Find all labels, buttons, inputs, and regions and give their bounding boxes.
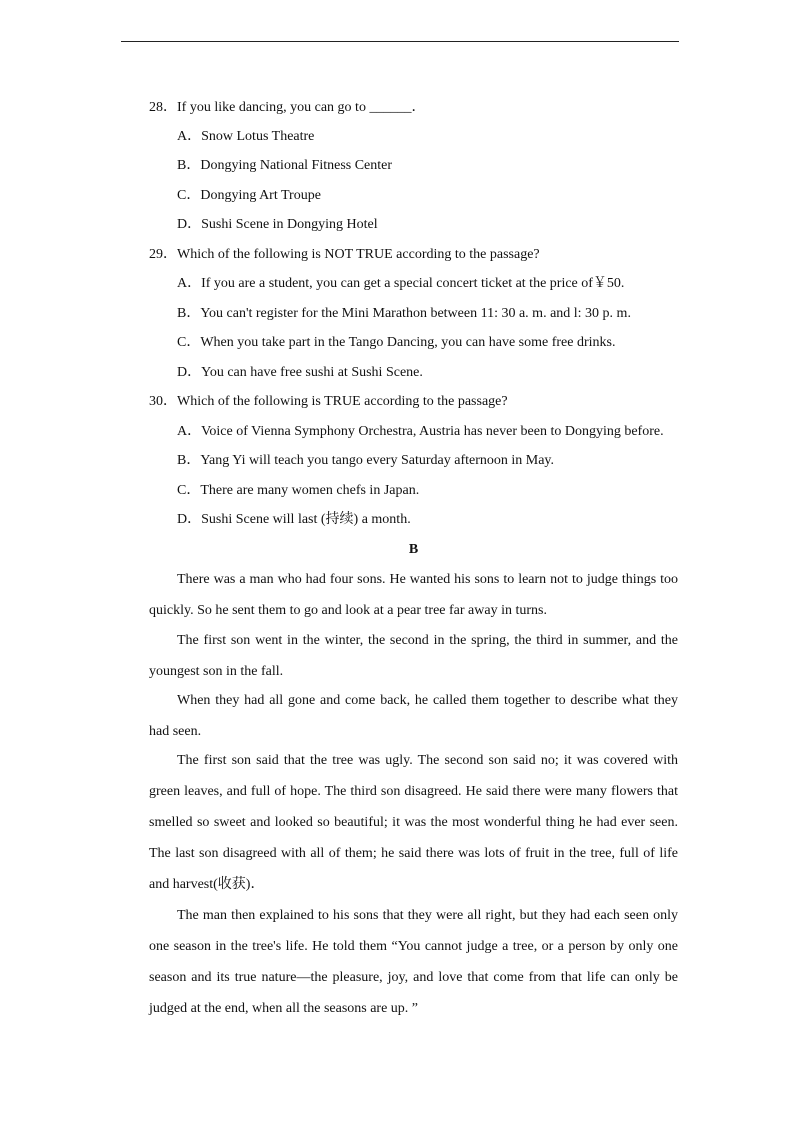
header-rule (121, 41, 679, 42)
question-28-option-c: C．Dongying Art Troupe (177, 188, 321, 203)
passage-paragraph-4: The first son said that the tree was ugly. The second son said no; it was covered with green leaves, and full of hope. The third son disagreed. He said there were many flowers that smelled so sweet and looked so beautiful; it was the most wonderful thing he had ever seen. The last son disagreed with all of them; he said there was lots of fruit in the tree, full of life and harvest(收获)． (149, 753, 678, 892)
question-29-option-d: D．You can have free sushi at Sushi Scene. (177, 365, 423, 380)
question-30-option-a: A．Voice of Vienna Symphony Orchestra, Austria has never been to Dongying before. (177, 424, 664, 439)
question-30-option-b: B．Yang Yi will teach you tango every Saturday afternoon in May. (177, 453, 555, 468)
question-28-stem: 28．If you like dancing, you can go to ______． (149, 100, 426, 115)
question-29-option-a: A．If you are a student, you can get a special concert ticket at the price of￥50. (177, 276, 625, 291)
question-29-option-c: C．When you take part in the Tango Dancing, you can have some free drinks. (177, 335, 616, 350)
section-heading: B (408, 542, 419, 557)
question-29-stem: 29．Which of the following is NOT TRUE according to the passage? (149, 247, 540, 262)
question-30-stem: 30．Which of the following is TRUE according to the passage? (149, 394, 508, 409)
question-28-option-a: A．Snow Lotus Theatre (177, 129, 315, 144)
question-28-option-d: D．Sushi Scene in Dongying Hotel (177, 217, 378, 232)
question-30-option-c: C．There are many women chefs in Japan. (177, 483, 420, 498)
passage-paragraph-1: There was a man who had four sons. He wanted his sons to learn not to judge things too quickly. So he sent them to go and look at a pear tree far away in turns. (149, 572, 678, 618)
question-30-option-d: D．Sushi Scene will last (持续) a month. (177, 512, 411, 527)
passage-paragraph-2: The first son went in the winter, the second in the spring, the third in summer, and the youngest son in the fall. (149, 633, 678, 679)
question-29-option-b: B．You can't register for the Mini Marathon between 11: 30 a. m. and l: 30 p. m. (177, 306, 631, 321)
passage-paragraph-3: When they had all gone and come back, he called them together to describe what they had seen. (149, 693, 678, 739)
passage-paragraph-5: The man then explained to his sons that they were all right, but they had each seen only one season in the tree's life. He told them “You cannot judge a tree, or a person by only one season and its true nature—the pleasure, joy, and love that come from that life can only be judged at the end, when all the seasons are up. ” (149, 908, 678, 1016)
question-28-option-b: B．Dongying National Fitness Center (177, 158, 393, 173)
